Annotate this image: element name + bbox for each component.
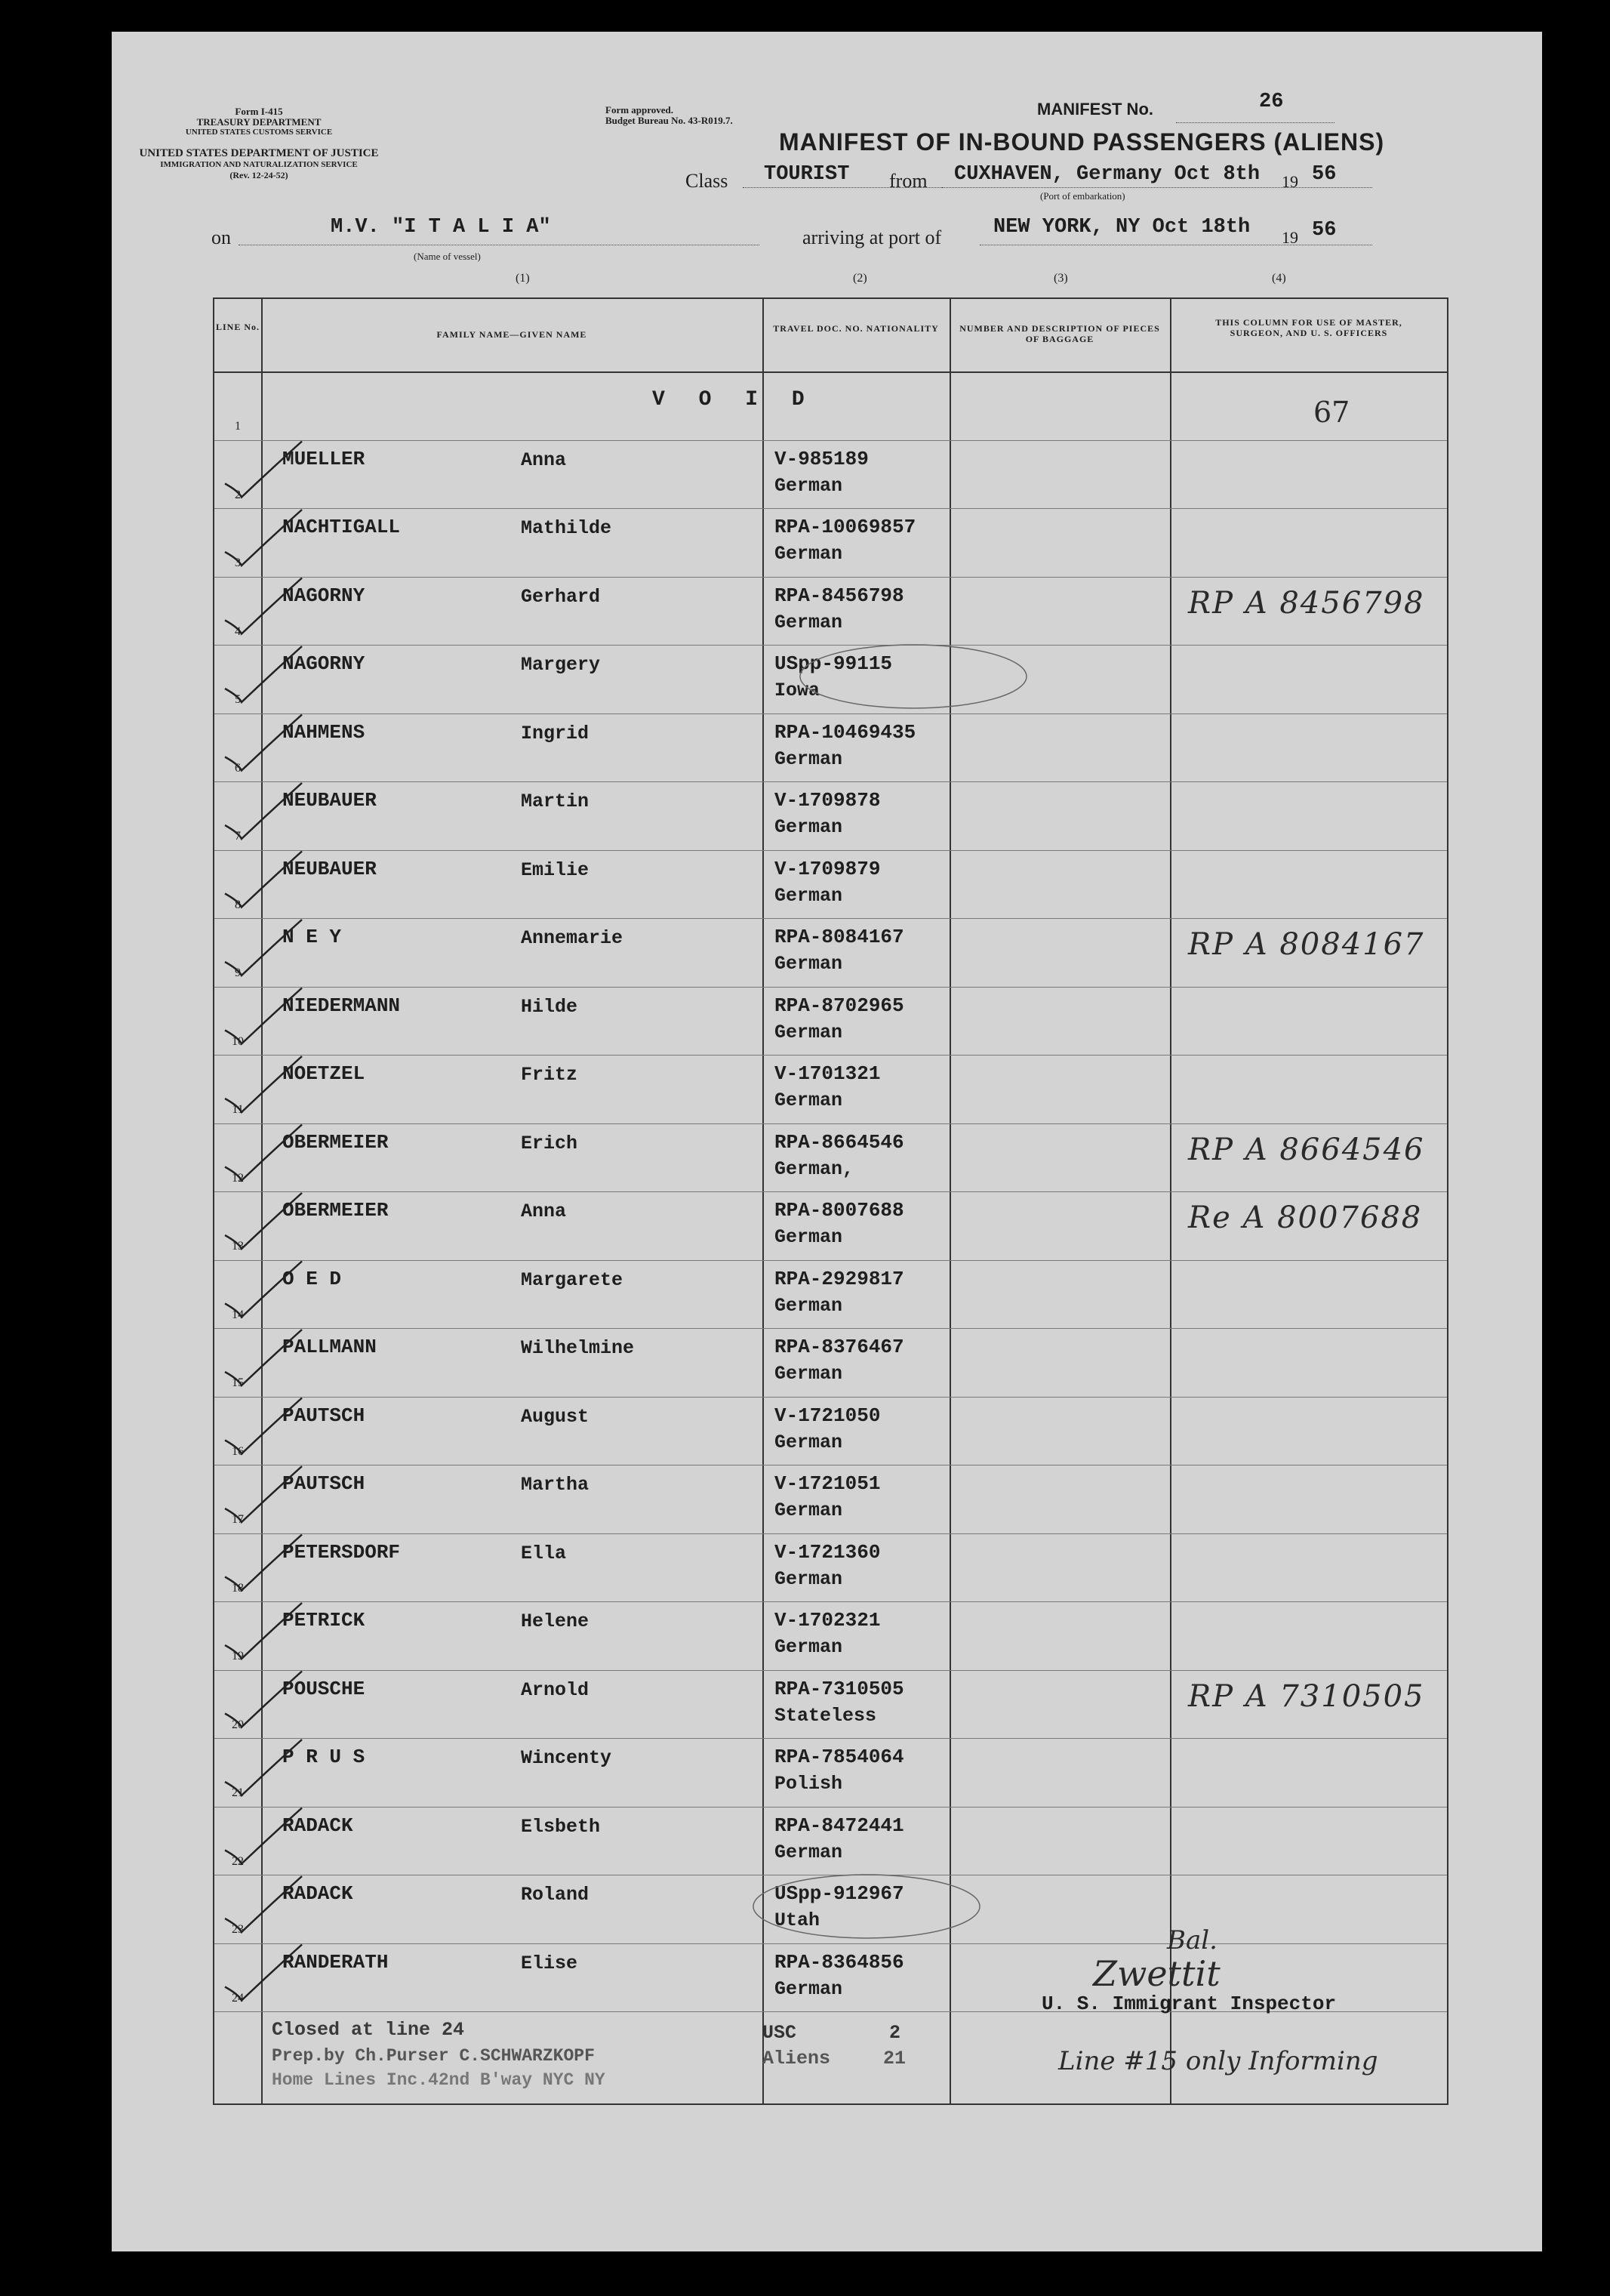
row-line-number: 3 [235, 556, 241, 569]
on-label: on [211, 227, 231, 248]
arrival-year: 56 [1312, 219, 1337, 242]
family-name: POUSCHE [282, 1677, 365, 1700]
check-mark [225, 1876, 302, 1932]
check-mark [225, 1262, 302, 1318]
row-line-number: 11 [232, 1103, 244, 1116]
revision-label: (Rev. 12-24-52) [229, 170, 288, 180]
row-line-number: 2 [235, 488, 241, 501]
given-name: August [521, 1405, 590, 1428]
void-text: V O I D [652, 388, 815, 411]
travel-doc-number: RPA-8664546 [774, 1130, 904, 1154]
check-mark [225, 578, 302, 634]
nationality: German [774, 1294, 843, 1317]
travel-doc-number: RPA-2929817 [774, 1267, 904, 1290]
nationality: German [774, 1021, 843, 1043]
officer-note: Re A 8007688 [1188, 1200, 1423, 1235]
row-line-number: 1 [235, 420, 241, 433]
check-mark [225, 1672, 302, 1727]
check-mark [225, 1603, 302, 1659]
col-header-baggage: NUMBER AND DESCRIPTION OF PIECES OF BAGGAGE [959, 323, 1160, 344]
nationality: German [774, 1226, 843, 1248]
row-line-number: 12 [232, 1171, 244, 1185]
given-name: Annemarie [521, 927, 623, 949]
family-name: OBERMEIER [282, 1130, 389, 1154]
customs-label: UNITED STATES CUSTOMS SERVICE [185, 128, 333, 137]
officer-note: RP A 8456798 [1188, 585, 1425, 621]
family-name: OBERMEIER [282, 1199, 389, 1222]
given-name: Margarete [521, 1268, 623, 1291]
row-line-number: 8 [235, 898, 241, 911]
nationality: German [774, 1841, 843, 1863]
embarkation-port: CUXHAVEN, Germany Oct 8th [954, 163, 1261, 186]
given-name: Ingrid [521, 722, 590, 744]
col-num-4: (4) [1272, 272, 1286, 285]
row-line-number: 9 [235, 966, 241, 979]
col-num-1: (1) [516, 272, 530, 285]
from-label: from [889, 170, 928, 192]
travel-doc-number: V-1709878 [774, 789, 881, 812]
check-mark [225, 920, 302, 975]
from-year-prefix: 19 [1282, 172, 1298, 191]
nationality: Polish [774, 1773, 843, 1795]
usc-count: 2 [889, 2022, 901, 2044]
row-line-number: 10 [232, 1034, 244, 1048]
nationality: German [774, 1499, 843, 1521]
col-header-travel: TRAVEL DOC. NO. NATIONALITY [773, 323, 939, 334]
check-mark [225, 1330, 302, 1385]
travel-doc-number: V-1701321 [774, 1062, 881, 1085]
travel-doc-number: RPA-8376467 [774, 1336, 904, 1358]
inspector-label: U. S. Immigrant Inspector [1042, 1992, 1337, 2015]
given-name: Fritz [521, 1064, 578, 1086]
aliens-count: 21 [883, 2048, 907, 2069]
family-name: PETERSDORF [282, 1540, 401, 1564]
nationality: German [774, 1363, 843, 1385]
row-line-number: 24 [232, 1991, 244, 2005]
family-name: PALLMANN [282, 1336, 377, 1358]
row-line-number: 19 [232, 1650, 244, 1663]
nationality: German [774, 474, 843, 497]
family-name: NAHMENS [282, 720, 365, 744]
nationality: German [774, 1636, 843, 1658]
officer-note: RP A 8084167 [1188, 927, 1425, 962]
officer-note: 67 [1313, 396, 1350, 429]
travel-doc-number: V-1702321 [774, 1609, 881, 1632]
given-name: Hilde [521, 995, 578, 1018]
family-name: RADACK [282, 1814, 353, 1837]
family-name: NOETZEL [282, 1062, 365, 1085]
nationality: German [774, 884, 843, 907]
check-mark [225, 715, 302, 771]
inspector-initials: Bal. [1167, 1925, 1218, 1955]
travel-doc-number: RPA-8084167 [774, 926, 904, 948]
usc-label: USC [762, 2022, 797, 2044]
given-name: Martha [521, 1474, 590, 1496]
family-name: MUELLER [282, 447, 365, 470]
travel-doc-number: V-985189 [774, 447, 869, 470]
row-line-number: 23 [232, 1923, 244, 1936]
travel-doc-number: RPA-8472441 [774, 1814, 904, 1837]
family-name: NAGORNY [282, 652, 365, 675]
line15-note: Line #15 only Informing [1058, 2046, 1378, 2076]
arriving-label: arriving at port of [802, 227, 942, 248]
family-name: PAUTSCH [282, 1472, 365, 1495]
class-label: Class [685, 170, 728, 192]
manifest-page [112, 32, 1542, 2251]
nationality: Iowa [774, 680, 820, 701]
family-name: PAUTSCH [282, 1404, 365, 1427]
col-header-name: FAMILY NAME—GIVEN NAME [436, 329, 587, 340]
nationality: German [774, 747, 843, 770]
family-name: NACHTIGALL [282, 516, 401, 538]
row-line-number: 4 [235, 624, 241, 638]
check-mark [225, 1808, 302, 1864]
family-name: PETRICK [282, 1609, 365, 1632]
treasury-label: TREASURY DEPARTMENT [196, 116, 322, 128]
nationality: German [774, 1089, 843, 1111]
family-name: NIEDERMANN [282, 994, 401, 1017]
given-name: Roland [521, 1884, 590, 1906]
nationality: German [774, 953, 843, 975]
travel-doc-number: V-1721051 [774, 1472, 881, 1495]
travel-doc-number: RPA-8702965 [774, 994, 904, 1017]
circle-mark [753, 1875, 980, 1938]
given-name: Ella [521, 1542, 567, 1564]
justice-label: UNITED STATES DEPARTMENT OF JUSTICE [139, 147, 379, 159]
given-name: Arnold [521, 1678, 590, 1701]
form-number: Form I-415 [235, 106, 283, 117]
row-line-number: 5 [235, 693, 241, 706]
ins-label: IMMIGRATION AND NATURALIZATION SERVICE [160, 160, 358, 169]
row-line-number: 6 [235, 761, 241, 775]
form-approved: Form approved. [605, 104, 674, 116]
check-mark [225, 1398, 302, 1454]
row-line-number: 20 [232, 1718, 244, 1731]
given-name: Erich [521, 1132, 578, 1154]
check-mark [225, 988, 302, 1044]
travel-doc-number: USpp-99115 [774, 652, 893, 675]
check-mark [225, 442, 302, 498]
given-name: Emilie [521, 858, 590, 881]
travel-doc-number: RPA-10469435 [774, 720, 916, 744]
family-name: RANDERATH [282, 1950, 389, 1974]
manifest-number-label: MANIFEST No. [1037, 100, 1153, 119]
family-name: NEUBAUER [282, 789, 377, 812]
inspector-signature: Zwettit [1093, 1953, 1221, 1994]
travel-doc-number: RPA-7854064 [774, 1746, 904, 1768]
travel-doc-number: RPA-10069857 [774, 516, 916, 538]
given-name: Margery [521, 654, 601, 676]
given-name: Martin [521, 791, 590, 812]
col-num-2: (2) [853, 272, 867, 285]
check-mark [225, 1466, 302, 1522]
row-line-number: 15 [232, 1376, 244, 1389]
row-line-number: 18 [232, 1581, 244, 1595]
given-name: Wilhelmine [521, 1337, 635, 1359]
travel-doc-number: V-1709879 [774, 857, 881, 880]
officer-note: RP A 7310505 [1188, 1678, 1425, 1714]
col-header-officers: THIS COLUMN FOR USE OF MASTER, SURGEON, AND U. S. OFFICERS [1215, 317, 1402, 338]
travel-doc-number: USpp-912967 [774, 1882, 904, 1905]
given-name: Anna [521, 1200, 567, 1222]
row-line-number: 21 [232, 1786, 244, 1799]
prepared-by: Prep.by Ch.Purser C.SCHWARZKOPF [272, 2046, 595, 2066]
nationality: German, [774, 1157, 854, 1180]
nationality: German [774, 1977, 843, 2000]
arrival-year-prefix: 19 [1282, 228, 1298, 247]
given-name: Anna [521, 448, 567, 471]
vessel-name: M.V. "I T A L I A" [331, 216, 551, 239]
family-name: N E Y [282, 926, 342, 948]
given-name: Mathilde [521, 517, 612, 539]
manifest-number: 26 [1259, 91, 1284, 113]
check-mark [225, 1535, 302, 1591]
travel-doc-number: V-1721050 [774, 1404, 881, 1427]
family-name: O E D [282, 1267, 342, 1290]
check-marks [112, 32, 1542, 2251]
check-mark [225, 1056, 302, 1112]
family-name: P R U S [282, 1746, 365, 1768]
travel-doc-number: RPA-8364856 [774, 1950, 904, 1974]
check-mark [225, 1125, 302, 1181]
nationality: Utah [774, 1909, 820, 1931]
budget-bureau: Budget Bureau No. 43-R019.7. [605, 115, 733, 126]
family-name: RADACK [282, 1882, 353, 1905]
row-line-number: 22 [232, 1854, 244, 1868]
nationality: German [774, 543, 843, 565]
given-name: Helene [521, 1610, 590, 1632]
row-line-number: 13 [232, 1240, 244, 1253]
arrival-port: NEW YORK, NY Oct 18th [993, 216, 1251, 239]
port-caption: (Port of embarkation) [1040, 190, 1125, 202]
manifest-title: MANIFEST OF IN-BOUND PASSENGERS (ALIENS) [779, 128, 1385, 156]
travel-doc-number: RPA-8007688 [774, 1199, 904, 1222]
given-name: Wincenty [521, 1747, 612, 1769]
nationality: German [774, 1431, 843, 1453]
aliens-label: Aliens [762, 2048, 831, 2069]
nationality: Stateless [774, 1704, 877, 1727]
given-name: Gerhard [521, 585, 601, 608]
class-value: TOURIST [764, 163, 850, 186]
closed-note: Closed at line 24 [272, 2019, 465, 2041]
check-mark [225, 852, 302, 908]
given-name: Elise [521, 1952, 578, 1974]
nationality: German [774, 1567, 843, 1590]
check-mark [225, 1193, 302, 1249]
check-mark [225, 1740, 302, 1795]
vessel-caption: (Name of vessel) [414, 251, 481, 262]
check-mark [225, 783, 302, 839]
given-name: Elsbeth [521, 1815, 601, 1838]
travel-doc-number: RPA-7310505 [774, 1677, 904, 1700]
family-name: NEUBAUER [282, 857, 377, 880]
nationality: German [774, 816, 843, 838]
row-line-number: 17 [232, 1513, 244, 1526]
travel-doc-number: RPA-8456798 [774, 584, 904, 607]
officer-note: RP A 8664546 [1188, 1132, 1425, 1167]
from-year: 56 [1312, 163, 1337, 186]
home-lines: Home Lines Inc.42nd B'way NYC NY [272, 2070, 605, 2090]
row-line-number: 16 [232, 1444, 244, 1458]
check-mark [225, 1945, 302, 2001]
check-mark [225, 510, 302, 566]
col-num-3: (3) [1054, 272, 1068, 285]
row-line-number: 7 [235, 830, 241, 843]
row-line-number: 14 [232, 1308, 244, 1321]
circle-mark [800, 645, 1027, 708]
check-mark [225, 646, 302, 702]
nationality: German [774, 611, 843, 633]
travel-doc-number: V-1721360 [774, 1540, 881, 1564]
col-header-line: LINE No. [216, 322, 260, 332]
family-name: NAGORNY [282, 584, 365, 607]
